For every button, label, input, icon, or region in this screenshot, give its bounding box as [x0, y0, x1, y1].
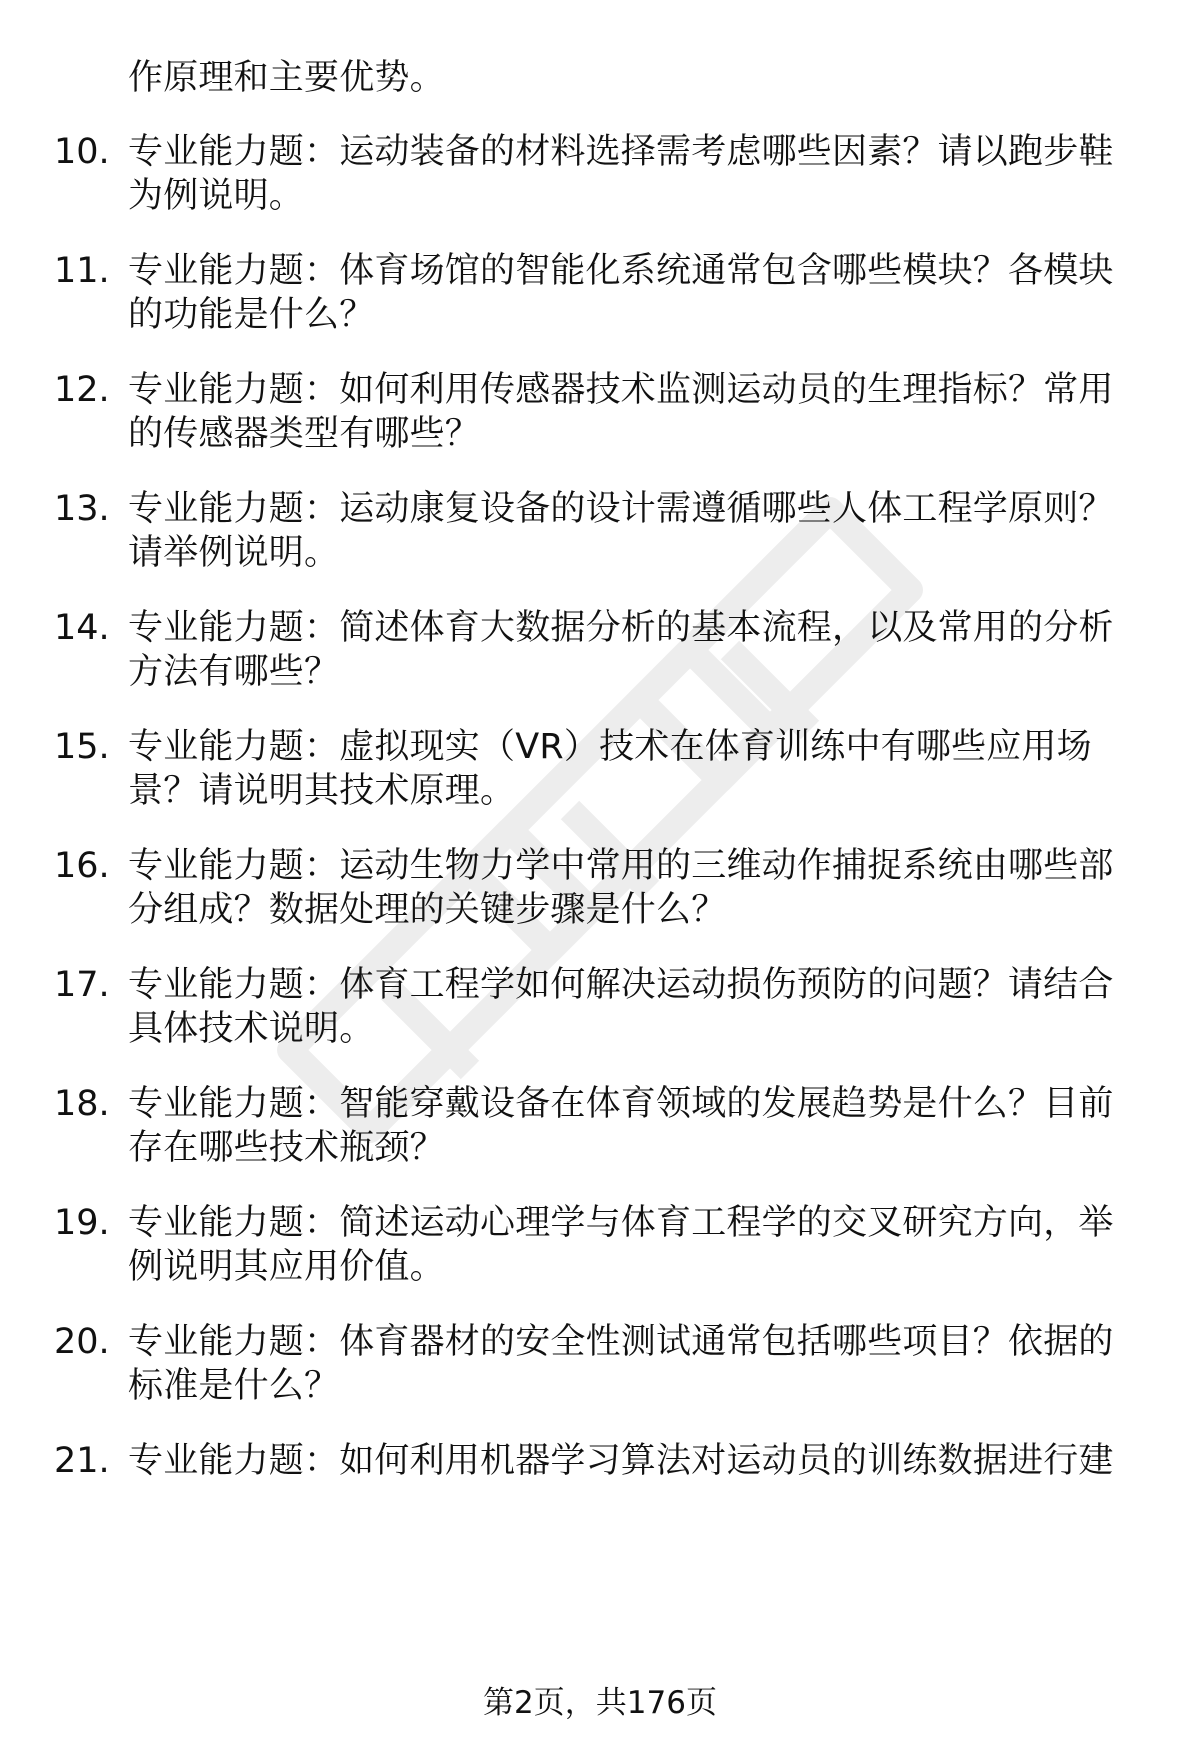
item-line-1: 专业能力题：运动康复设备的设计需遵循哪些人体工程学原则？ [128, 489, 1114, 529]
item-line-1: 专业能力题：简述体育大数据分析的基本流程，以及常用的分析 [128, 608, 1114, 648]
item-number: 19. [54, 1203, 110, 1243]
item-line-1: 专业能力题：简述运动心理学与体育工程学的交叉研究方向，举 [128, 1203, 1114, 1243]
item-line-1: 专业能力题：智能穿戴设备在体育领域的发展趋势是什么？目前 [128, 1084, 1114, 1124]
item-line-2: 请举例说明。 [128, 533, 340, 573]
item-line-1: 专业能力题：体育场馆的智能化系统通常包含哪些模块？各模块 [128, 251, 1114, 291]
item-number: 14. [54, 608, 110, 648]
item-number: 18. [54, 1084, 110, 1124]
item-line-2: 的传感器类型有哪些？ [128, 414, 481, 454]
item-line-2: 的功能是什么？ [128, 295, 375, 335]
item-line-1: 专业能力题：运动装备的材料选择需考虑哪些因素？请以跑步鞋 [128, 132, 1114, 172]
item-line-1: 专业能力题：运动生物力学中常用的三维动作捕捉系统由哪些部 [128, 846, 1114, 886]
item-line-1: 专业能力题：体育工程学如何解决运动损伤预防的问题？请结合 [128, 965, 1114, 1005]
item-number: 20. [54, 1322, 110, 1362]
item-number: 10. [54, 132, 110, 172]
item-line-1: 专业能力题：虚拟现实（VR）技术在体育训练中有哪些应用场 [128, 727, 1092, 767]
item-number: 11. [54, 251, 110, 291]
page-footer: 第2页，共176页 [483, 1685, 717, 1721]
item-line-1: 专业能力题：体育器材的安全性测试通常包括哪些项目？依据的 [128, 1322, 1114, 1362]
item-line-2: 方法有哪些？ [128, 652, 340, 692]
item-number: 15. [54, 727, 110, 767]
item-number: 12. [54, 370, 110, 410]
item-line-2: 具体技术说明。 [128, 1009, 375, 1049]
item-line-2: 景？请说明其技术原理。 [128, 771, 516, 811]
item-line-2: 分组成？数据处理的关键步骤是什么？ [128, 890, 727, 930]
item-line-1: 专业能力题：如何利用机器学习算法对运动员的训练数据进行建 [128, 1441, 1114, 1481]
item-number: 13. [54, 489, 110, 529]
item-line-2: 标准是什么？ [128, 1366, 340, 1406]
continuation-line: 作原理和主要优势。 [128, 58, 445, 98]
item-number: 17. [54, 965, 110, 1005]
item-line-2: 存在哪些技术瓶颈？ [128, 1128, 445, 1168]
item-line-2: 为例说明。 [128, 176, 305, 216]
item-number: 16. [54, 846, 110, 886]
item-line-1: 专业能力题：如何利用传感器技术监测运动员的生理指标？常用 [128, 370, 1114, 410]
item-line-2: 例说明其应用价值。 [128, 1247, 445, 1287]
item-number: 21. [54, 1441, 110, 1481]
